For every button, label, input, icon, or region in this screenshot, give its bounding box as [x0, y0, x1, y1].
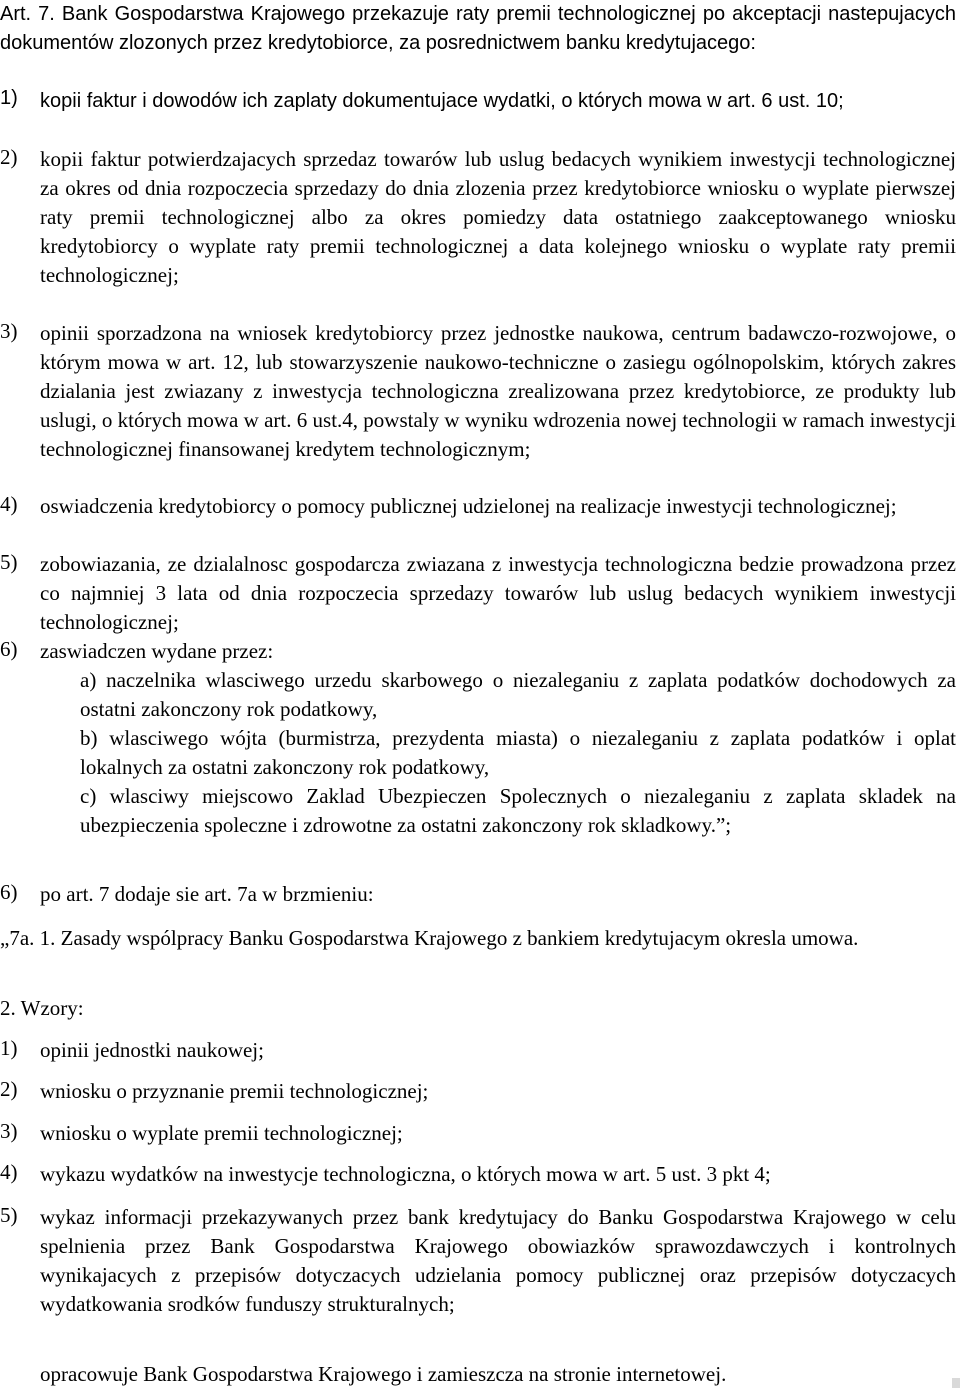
wzory-item-2: [0, 1077, 956, 1106]
item-text: kopii faktur i dowodów ich zaplaty dokumentujace wydatki, o których mowa w art. 6 ust. 10;: [40, 90, 844, 112]
point-number: 6): [0, 880, 18, 904]
wzory-item-4: [0, 1160, 956, 1189]
art7-item-1: [0, 87, 956, 116]
item-text: zobowiazania, ze dzialalnosc gospodarcza zwiazana z inwestycja technologiczna bedzie prowadzona przez co najmniej 3 lata od dnia rozpoczecia sprzedazy towarów lub uslug bedacych wynikiem inwestycji technologicznej;: [40, 552, 956, 634]
item-text: wniosku o przyznanie premii technologicznej;: [40, 1079, 429, 1103]
item-text: wykazu wydatków na inwestycje technologiczna, o których mowa w art. 5 ust. 3 pkt 4;: [40, 1162, 771, 1186]
art7-item-5: [0, 550, 956, 637]
item-text: wniosku o wyplate premii technologicznej;: [40, 1121, 403, 1145]
item-number: 6): [0, 637, 18, 661]
item-number: 4): [0, 1160, 18, 1184]
art7-intro: Art. 7. Bank Gospodarstwa Krajowego przekazuje raty premii technologicznej po akceptacji nastepujacych dokumentów zlozonych przez kredytobiorce, za posrednictwem banku kredytujacego:: [0, 3, 956, 54]
corner-mark: [952, 1378, 960, 1388]
wzory-item-3: [0, 1119, 956, 1148]
art7-item-3: [0, 319, 956, 464]
item-text: wykaz informacji przekazywanych przez bank kredytujacy do Banku Gospodarstwa Krajowego w celu spelnienia przez Bank Gospodarstwa Krajowego obowiazków sprawozdawczych i kontrolnych wynikajacych z przepisów dotyczacych udzielania pomocy publicznej oraz przepisów dotyczacych wydatkowania srodków funduszy strukturalnych;: [40, 1205, 956, 1316]
item-number: 1): [0, 87, 18, 109]
art7-subitem-b: b) wlasciwego wójta (burmistrza, prezydenta miasta) o niezaleganiu z zaplata podatków i oplat lokalnych za ostatni zakonczony rok podatkowy,: [80, 726, 956, 779]
item-text: kopii faktur potwierdzajacych sprzedaz towarów lub uslug bedacych wynikiem inwestycji technologicznej za okres od dnia rozpoczecia sprzedazy do dnia zlozenia przez kredytobiorce wniosku o wyplate pierwszej raty premii technologicznej albo za okres pomiedzy data ostatniego zaakceptowanego wniosku kredytobiorcy o wyplate raty premii technologicznej a data kolejnego wniosku o wyplate raty premii technologicznej;: [40, 147, 956, 287]
item-number: 1): [0, 1036, 18, 1060]
art7-item-6: [0, 637, 956, 666]
art7-subitem-a: a) naczelnika wlasciwego urzedu skarbowego o niezaleganiu z zaplata podatków dochodowych za ostatni zakonczony rok podatkowy,: [80, 668, 956, 721]
item-number: 4): [0, 492, 18, 516]
point-text: po art. 7 dodaje sie art. 7a w brzmieniu:: [40, 882, 374, 906]
item-text: opinii sporzadzona na wniosek kredytobiorcy przez jednostke naukowa, centrum badawczo-rozwojowe, o którym mowa w art. 12, lub stowarzyszenie naukowo-techniczne o zasiegu ogólnopolskim, których zakres dzialania jest zwiazany z inwestycja technologiczna zrealizowana przez kredytobiorce, ze produkty lub uslugi, o których mowa w art. 6 ust.4, powstaly w wyniku wdrozenia nowej technologii w ramach inwestycji technologicznej finansowanej kredytem technologicznym;: [40, 321, 956, 461]
wzory-item-5: [0, 1203, 956, 1319]
item-text: oswiadczenia kredytobiorcy o pomocy publicznej udzielonej na realizacje inwestycji technologicznej;: [40, 494, 897, 518]
item-number: 3): [0, 319, 18, 343]
art7a-para-1: „7a. 1. Zasady wspólpracy Banku Gospodarstwa Krajowego z bankiem kredytujacym okresla umowa.: [0, 926, 859, 950]
art7a-para-2: 2. Wzory:: [0, 996, 84, 1020]
art7-item-4: [0, 492, 956, 521]
item-number: 5): [0, 1203, 18, 1227]
item-text: opinii jednostki naukowej;: [40, 1038, 264, 1062]
item-number: 2): [0, 145, 18, 169]
item-number: 2): [0, 1077, 18, 1101]
art7-subitem-c: c) wlasciwy miejscowo Zaklad Ubezpieczen Spolecznych o niezaleganiu z zaplata skladek na ubezpieczenia spoleczne i zdrowotne za ostatni zakonczony rok skladkowy.”;: [80, 784, 956, 837]
art7-item-2: [0, 145, 956, 290]
item-number: 3): [0, 1119, 18, 1143]
art7a-closing: opracowuje Bank Gospodarstwa Krajowego i zamieszcza na stronie internetowej.: [40, 1362, 727, 1386]
point-6: [0, 880, 956, 909]
wzory-item-1: [0, 1036, 956, 1065]
item-number: 5): [0, 550, 18, 574]
item-text: zaswiadczen wydane przez:: [40, 639, 274, 663]
